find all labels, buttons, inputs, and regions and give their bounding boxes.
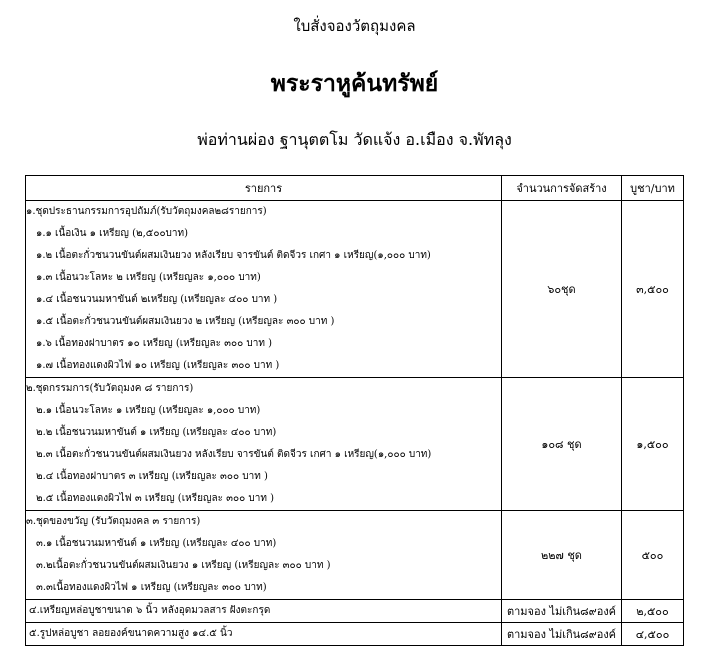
list-item: ๓.๑ เนื้อชนวนมหาขันต์ ๑ เหรียญ (เหรียญละ ๔๐๐ บาท) xyxy=(36,538,277,549)
set-title: ๑.ชุดประธานกรรมการอุปถัมภ์(รับวัตถุมงคล๒๘รายการ) xyxy=(26,206,267,217)
single-item-cell xyxy=(26,600,502,623)
table-header-row xyxy=(26,176,684,201)
list-item: ๒.๒ เนื้อชนวนมหาขันต์ ๑ เหรียญ (เหรียญละ ๔๐๐ บาท) xyxy=(36,427,277,438)
list-item: ๑.๕ เนื้อตะกั่วชนวนขันต์ผสมเงินยวง ๒ เหรียญ (เหรียญละ ๓๐๐ บาท ) xyxy=(36,316,335,327)
amulet-name: พระราหูค้นทรัพย์ xyxy=(270,70,439,97)
column-header-price: บูชา/บาท xyxy=(622,176,684,201)
list-item: ๑.๓ เนื้อนวะโลหะ ๒ เหรียญ (เหรียญละ ๑,๐๐๐ บาท) xyxy=(36,272,261,283)
quantity-cell: ตามจอง ไม่เกิน๘๙องค์ xyxy=(502,623,622,646)
price-cell: ๒,๕๐๐ xyxy=(622,600,684,623)
monk-line: พ่อท่านผ่อง ฐานุตตโม วัดแจ้ง อ.เมือง จ.พัทลุง xyxy=(197,130,512,149)
price-cell: ๓,๕๐๐ xyxy=(622,201,684,378)
quantity-cell: ๑๐๘ ชุด xyxy=(502,378,622,511)
set-items-cell xyxy=(26,511,502,600)
list-item: ๒.๓ เนื้อตะกั่วชนวนขันต์ผสมเงินยวง หลังเรียบ จารขันต์ ติดจีวร เกศา ๑ เหรียญ(๑,๐๐๐ บาท) xyxy=(36,449,432,460)
list-item: ๑.๖ เนื้อทองฝาบาตร ๑๐ เหรียญ (เหรียญละ ๓๐๐ บาท ) xyxy=(36,338,273,349)
quantity-cell: ๖๐ชุด xyxy=(502,201,622,378)
single-item-cell xyxy=(26,623,502,646)
price-cell: ๕๐๐ xyxy=(622,511,684,600)
quantity-cell: ๒๒๗ ชุด xyxy=(502,511,622,600)
table-row xyxy=(26,378,684,511)
single-item-title: ๔.เหรียญหล่อบูชาขนาด ๖ นิ้ว หลังอุดมวลสาร ฝังตะกรุด xyxy=(29,605,271,616)
quantity-cell: ตามจอง ไม่เกิน๘๙องค์ xyxy=(502,600,622,623)
single-item-title: ๕.รูปหล่อบูชา ลอยองค์ขนาดความสูง ๑๔.๕ นิ้ว xyxy=(29,628,233,639)
order-table xyxy=(25,175,684,646)
set-items-cell xyxy=(26,201,502,378)
table-row xyxy=(26,511,684,600)
table-row xyxy=(26,201,684,378)
list-item: ๒.๕ เนื้อทองแดงผิวไฟ ๓ เหรียญ (เหรียญละ ๓๐๐ บาท ) xyxy=(36,493,274,504)
table-row xyxy=(26,600,684,623)
set-title: ๓.ชุดของขวัญ (รับวัตถุมงคล ๓ รายการ) xyxy=(26,516,201,527)
column-header-quantity: จำนวนการจัดสร้าง xyxy=(502,176,622,201)
list-item: ๑.๗ เนื้อทองแดงผิวไฟ ๑๐ เหรียญ (เหรียญละ ๓๐๐ บาท ) xyxy=(36,360,280,371)
price-cell: ๑,๕๐๐ xyxy=(622,378,684,511)
list-item: ๑.๑ เนื้อเงิน ๑ เหรียญ (๒,๕๐๐บาท) xyxy=(36,228,188,239)
set-items-cell xyxy=(26,378,502,511)
column-header-items: รายการ xyxy=(26,176,502,201)
list-item: ๒.๔ เนื้อทองฝาบาตร ๓ เหรียญ (เหรียญละ ๓๐๐ บาท ) xyxy=(36,471,268,482)
list-item: ๑.๒ เนื้อตะกั่วชนวนขันต์ผสมเงินยวง หลังเรียบ จารขันต์ ติดจีวร เกศา ๑ เหรียญ(๑,๐๐๐ บาท) xyxy=(36,250,431,261)
table-row xyxy=(26,623,684,646)
price-cell: ๔,๕๐๐ xyxy=(622,623,684,646)
form-title: ใบสั่งจองวัตถุมงคล xyxy=(293,17,416,35)
set-title: ๒.ชุดกรรมการ(รับวัตถุมงค ๘ รายการ) xyxy=(26,383,194,394)
list-item: ๑.๔ เนื้อชนวนมหาขันต์ ๒เหรียญ (เหรียญละ ๔๐๐ บาท ) xyxy=(36,294,278,305)
list-item: ๒.๑ เนื้อนวะโลหะ ๑ เหรียญ (เหรียญละ ๑,๐๐๐ บาท) xyxy=(36,405,261,416)
list-item: ๓.๒เนื้อตะกั่วชนวนขันต์ผสมเงินยวง ๑ เหรียญ (เหรียญละ ๓๐๐ บาท ) xyxy=(36,560,331,571)
list-item: ๓.๓เนื้อทองแดงผิวไฟ ๑ เหรียญ (เหรียญละ ๓๐๐ บาท) xyxy=(36,582,267,593)
